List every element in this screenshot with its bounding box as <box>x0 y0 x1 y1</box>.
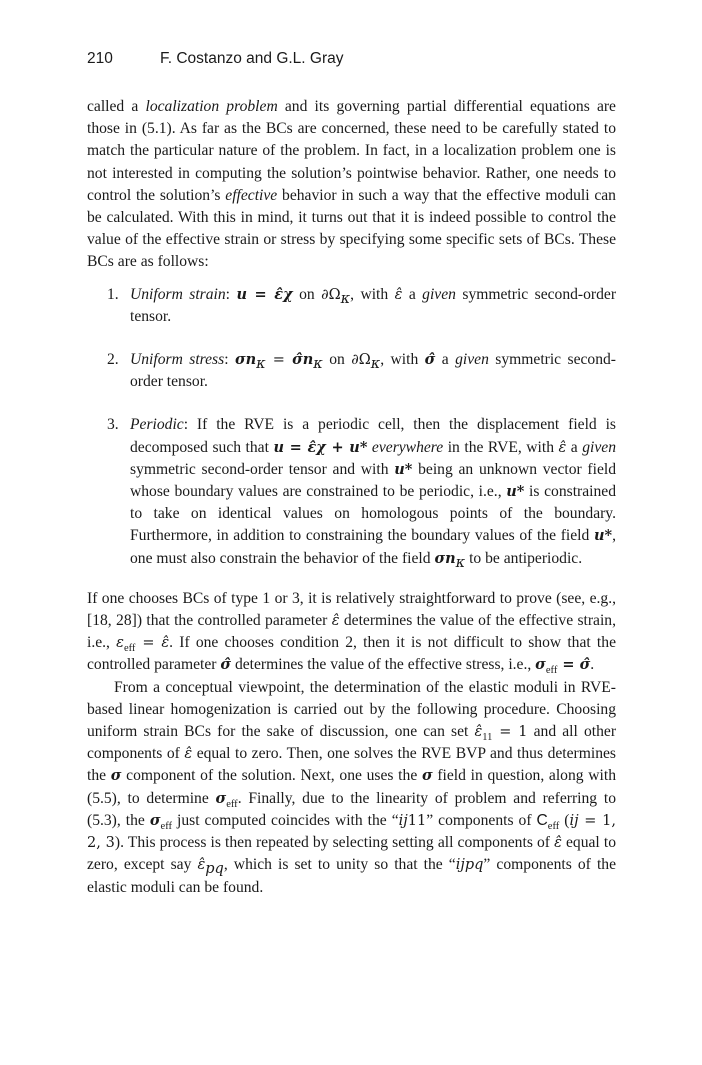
list-item-periodic: 3. Periodic: If the RVE is a periodic cell, then the displacement field is decomposed such that u = ε̂χ + u* everywhere in the RVE, with ε̂ a given symmetric second-order tensor and with u* being an unknown vector field whose boundary values are constrained to be periodic, i.e., u* is constrained to take on identical values on homologous points of the boundary. Furthermore, in addition to constraining the boundary values of the field u*, one must also constrain the behavior of the field $\sigma n_\kappa$ to be antiperiodic. <box>107 416 617 571</box>
running-header <box>87 50 344 68</box>
bc-list <box>87 284 616 570</box>
list-number: 3. <box>107 416 119 434</box>
list-item-uniform-stress: 2. Uniform stress: $\sigma n_\kappa$ = $\sigmân_\kappa$ on $\partial\Omega_\kappa$, with σ̂ a given symmetric second-order tensor. <box>107 351 616 391</box>
list-number: 2. <box>107 351 119 369</box>
paragraph-procedure: From a conceptual viewpoint, the determination of the elastic moduli in RVE-based linear homogenization is carried out by the following procedure. Choosing uniform strain BCs for the sake of discussion, one can set $\varepsilon̂_{11} = 1$ and all other components of ε̂ equal to zero. Then, one solves the RVE BVP and thus determines the σ component of the solution. Next, one uses the σ field in question, along with (5.5), to determine $\sigma_{eff}$. Finally, due to the linearity of problem and referring to (5.3), the $\sigma_{eff}$ just computed coincides with the “ij11” components of $C_{eff}$ (ij = 1, 2, 3). This process is then repeated by selecting setting all components of ε̂ equal to zero, except say $\varepsilon̂_{pq}$, which is set to unity so that the “ijpq” components of the elastic moduli can be found. <box>87 678 617 896</box>
list-item-uniform-strain: 1. Uniform strain: u = ε̂χ on $\partial\Omega_\kappa$, with ε̂ a given symmetric second-order tensor. <box>107 285 617 325</box>
running-head-authors: F. Costanzo and G.L. Gray <box>160 50 344 67</box>
page-body <box>87 96 616 899</box>
list-number: 1. <box>107 285 119 303</box>
page-number: 210 <box>87 50 113 67</box>
paragraph-bc-types: If one chooses BCs of type 1 or 3, it is relatively straightforward to prove (see, e.g., [18, 28]) that the controlled parameter ε̂ determines the value of the effective strain, i.e., $\varepsilon_{eff}$ = ε̂. If one chooses condition 2, then it is not difficult to show that the controlled parameter σ̂ determines the value of the effective stress, i.e., $\sigma_{eff}$ = σ̂. <box>87 589 617 677</box>
paragraph-localization: called a localization problem and its governing partial differential equations are those in (5.1). As far as the BCs are concerned, these need to be carefully stated to match the particular nature of the problem. In fact, in a localization problem one is not interested in computing the solution’s pointwise behavior. Rather, one needs to control the solution’s effective behavior in such a way that the effective moduli can be calculated. With this in mind, it turns out that it is indeed possible to control the value of the effective strain or stress by specifying some specific sets of BCs. These BCs are as follows: <box>87 98 616 271</box>
